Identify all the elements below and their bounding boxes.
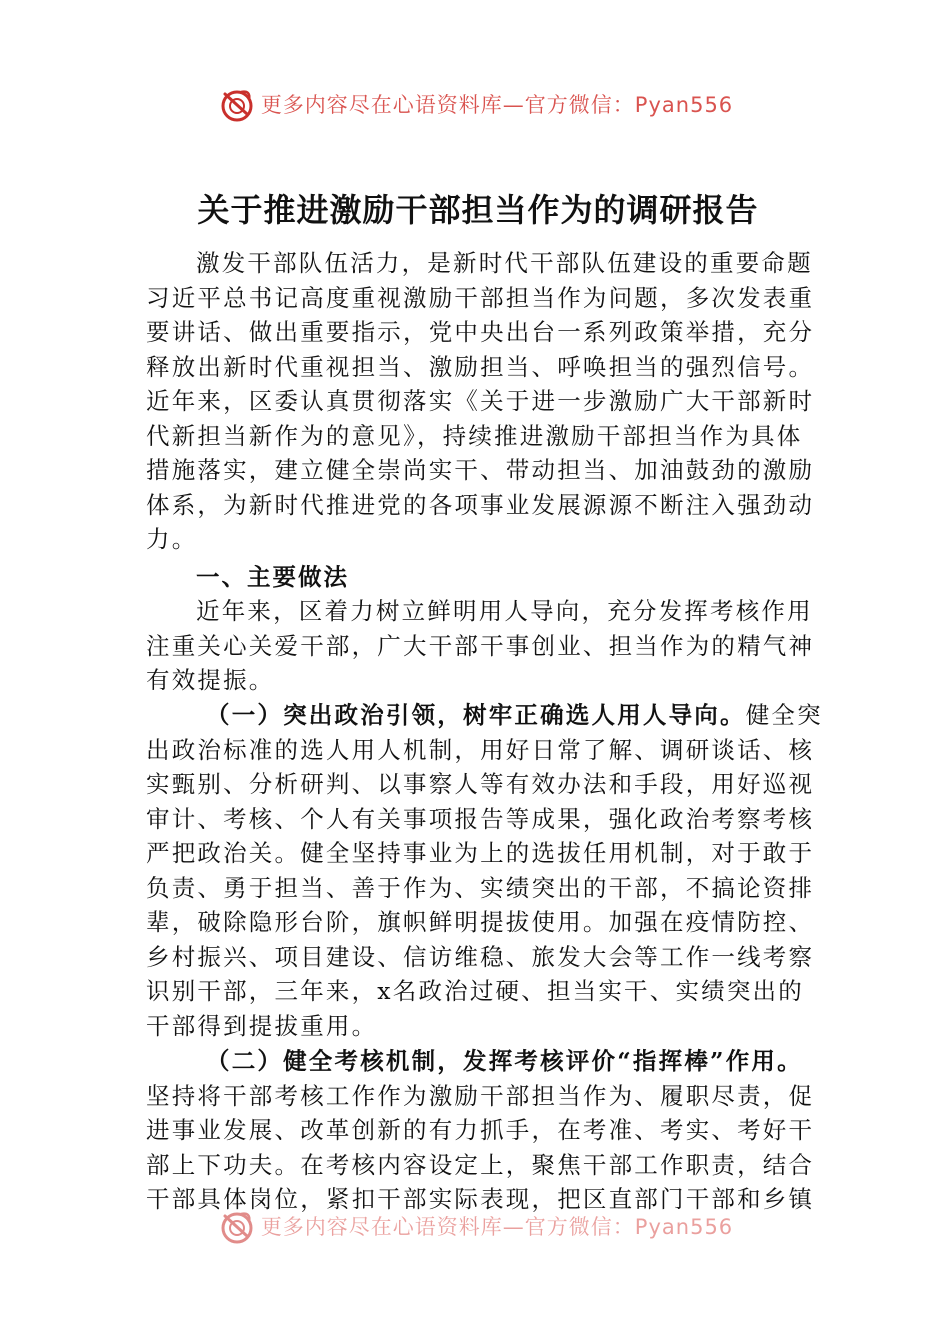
- subsection2-line: 坚持将干部考核工作作为激励干部担当作为、履职尽责，促: [146, 1081, 815, 1110]
- intro-line: 近年来，区委认真贯彻落实《关于进一步激励广大干部新时: [146, 387, 815, 415]
- section1-intro-line: 有效提振。: [146, 666, 275, 694]
- intro-paragraph: [146, 246, 815, 557]
- subsection1-line: 健全突: [745, 701, 823, 729]
- subsection1-line: 实甄别、分析研判、以事察人等有效办法和手段，用好巡视: [146, 770, 815, 798]
- subsection2-line: 干部具体岗位，紧扣干部实际表现，把区直部门干部和乡镇: [146, 1185, 815, 1213]
- subsection1-heading: （一）突出政治引领，树牢正确选人用人导向。: [206, 701, 746, 729]
- watermark-text: 更多内容尽在心语资料库—官方微信：Pyan556: [260, 1215, 734, 1239]
- intro-line: 代新担当新作为的意见》，持续推进激励干部担当作为具体: [146, 421, 803, 450]
- intro-line: 措施落实，建立健全崇尚实干、带动担当、加油鼓劲的激励: [146, 456, 815, 484]
- intro-line: 要讲话、做出重要指示，党中央出台一系列政策举措，充分: [146, 318, 815, 346]
- subsection1-line: 严把政治关。健全坚持事业为上的选拔任用机制，对于敢于: [146, 839, 815, 867]
- subsection1-line: 乡村振兴、项目建设、信访维稳、旅发大会等工作一线考察: [146, 942, 815, 971]
- watermark-logo-icon: [217, 1206, 257, 1246]
- subsection2-line: 部上下功夫。在考核内容设定上，聚焦干部工作职责，结合: [146, 1150, 815, 1179]
- intro-line: 激发干部队伍活力，是新时代干部队伍建设的重要命题: [196, 249, 813, 277]
- subsection1-line: 辈，破除隐形台阶，旗帜鲜明提拔使用。加强在疫情防控、: [146, 908, 815, 936]
- intro-line: 力。: [146, 525, 198, 553]
- intro-line: 释放出新时代重视担当、激励担当、呼唤担当的强烈信号。: [146, 352, 815, 381]
- intro-line: 习近平总书记高度重视激励干部担当作为问题，多次发表重: [146, 283, 815, 312]
- subsection2-line: 进事业发展、改革创新的有力抓手，在考准、考实、考好干: [146, 1116, 815, 1144]
- watermark-text: 更多内容尽在心语资料库—官方微信：Pyan556: [260, 93, 734, 117]
- watermark-footer: [0, 1206, 950, 1246]
- subsection1-first-line: [146, 698, 823, 733]
- section1-intro-paragraph: [146, 594, 815, 698]
- watermark-header: [0, 84, 950, 124]
- section1-intro-line: 注重关心关爱干部，广大干部干事创业、担当作为的精气神: [146, 631, 815, 660]
- subsection1-line: 出政治标准的选人用人机制，用好日常了解、调研谈话、核: [146, 735, 815, 764]
- subsection1-line: 干部得到提拔重用。: [146, 1011, 378, 1040]
- subsection1-line: 审计、考核、个人有关事项报告等成果，强化政治考察考核: [146, 804, 815, 833]
- document-title: 关于推进激励干部担当作为的调研报告: [197, 191, 759, 229]
- section1-intro-line: 近年来，区着力树立鲜明用人导向，充分发挥考核作用: [196, 597, 813, 625]
- subsection1-line: 负责、勇于担当、善于作为、实绩突出的干部，不搞论资排: [146, 873, 815, 902]
- subsection1-line: 识别干部，三年来，x名政治过硬、担当实干、实绩突出的: [146, 977, 804, 1005]
- watermark-logo-icon: [217, 84, 257, 124]
- subsection2-heading: （二）健全考核机制，发挥考核评价“指挥棒”作用。: [206, 1047, 803, 1075]
- subsection2-paragraph: [146, 1044, 815, 1217]
- section-heading: 一、主要做法: [196, 563, 349, 591]
- intro-line: 体系，为新时代推进党的各项事业发展源源不断注入强劲动: [146, 490, 815, 519]
- subsection1-paragraph: [146, 698, 823, 1043]
